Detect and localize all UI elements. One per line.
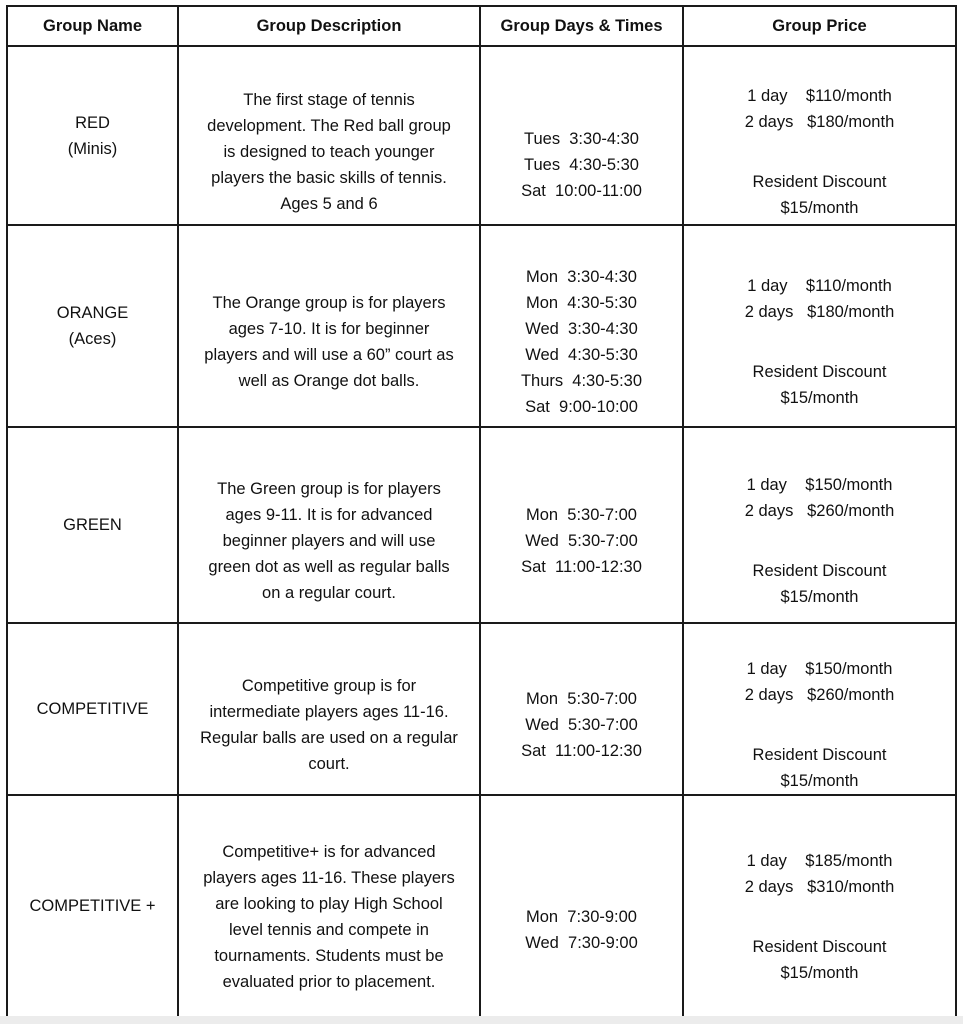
resident-discount-line: $15/month (780, 389, 859, 407)
price-line: 1 day $110/month (747, 86, 892, 105)
price-spacer (690, 135, 949, 169)
resident-discount-line: $15/month (780, 964, 859, 982)
schedule-line: Tues 4:30-5:30 (524, 155, 639, 174)
group-description-cell (178, 225, 480, 427)
group-days-times-cell (480, 795, 683, 1017)
group-pricing-table (6, 5, 957, 1018)
description-line: intermediate players ages 11-16. (209, 703, 449, 721)
schedule-line: Wed 4:30-5:30 (525, 346, 638, 364)
schedule-line: Sat 10:00-11:00 (521, 181, 642, 200)
schedule-line: Sat 11:00-12:30 (521, 742, 642, 760)
description-line: ages 7-10. It is for beginner (228, 320, 430, 338)
group-description-cell (178, 623, 480, 795)
price-spacer (690, 708, 949, 742)
table-row (7, 225, 956, 427)
table-row (7, 427, 956, 623)
resident-discount-line: $15/month (780, 198, 859, 217)
schedule-line: Mon 7:30-9:00 (526, 908, 637, 926)
description-line: Competitive+ is for advanced (222, 843, 436, 861)
description-line: players and will use a 60” court as (204, 346, 454, 364)
group-name-cell (7, 623, 178, 795)
description-line: are looking to play High School (215, 895, 443, 913)
price-line: 2 days $310/month (744, 878, 895, 896)
group-name-line: GREEN (63, 516, 122, 534)
description-line: well as Orange dot balls. (238, 372, 420, 390)
description-line: court. (308, 755, 350, 773)
description-line: on a regular court. (262, 584, 396, 602)
group-price-cell (683, 46, 956, 225)
price-line: 2 days $260/month (744, 502, 895, 520)
resident-discount-line: Resident Discount (752, 938, 887, 956)
description-line: The Orange group is for players (212, 294, 446, 312)
description-line: evaluated prior to placement. (222, 973, 436, 991)
group-name-cell (7, 46, 178, 225)
price-line: 2 days $180/month (744, 303, 895, 321)
price-spacer (690, 524, 949, 558)
group-days-times-cell (480, 46, 683, 225)
schedule-line: Thurs 4:30-5:30 (520, 372, 643, 390)
resident-discount-line: Resident Discount (752, 746, 887, 764)
group-days-times-cell (480, 427, 683, 623)
header-group-price: Group Price (683, 6, 956, 46)
price-line: 1 day $110/month (747, 277, 892, 295)
description-line: Regular balls are used on a regular (200, 729, 458, 747)
price-spacer (690, 900, 949, 934)
price-spacer (690, 325, 949, 359)
price-line: 2 days $180/month (744, 112, 895, 131)
schedule-line: Mon 5:30-7:00 (526, 690, 637, 708)
description-line: Ages 5 and 6 (280, 194, 378, 213)
table-row (7, 795, 956, 1017)
description-line: level tennis and compete in (229, 921, 429, 939)
price-line: 1 day $150/month (746, 476, 893, 494)
price-line: 1 day $150/month (746, 660, 893, 678)
table-body (7, 46, 956, 1017)
schedule-line: Wed 7:30-9:00 (525, 934, 638, 952)
group-name-line: COMPETITIVE (36, 700, 149, 718)
description-line: Competitive group is for (241, 677, 417, 695)
table-row (7, 623, 956, 795)
schedule-line: Wed 5:30-7:00 (525, 532, 638, 550)
schedule-line: Sat 9:00-10:00 (525, 398, 638, 416)
header-row (7, 6, 956, 46)
group-days-times-cell (480, 623, 683, 795)
group-name-line: (Minis) (67, 139, 118, 158)
schedule-line: Mon 5:30-7:00 (526, 506, 637, 524)
description-line: beginner players and will use (222, 532, 436, 550)
schedule-line: Sat 11:00-12:30 (521, 558, 642, 576)
group-price-cell (683, 427, 956, 623)
group-price-cell (683, 225, 956, 427)
header-group-description: Group Description (178, 6, 480, 46)
group-name-line: ORANGE (56, 304, 129, 322)
group-price-cell (683, 623, 956, 795)
group-name-cell (7, 795, 178, 1017)
description-line: The Green group is for players (217, 480, 441, 498)
resident-discount-line: $15/month (780, 588, 859, 606)
group-price-cell (683, 795, 956, 1017)
header-group-days-times: Group Days & Times (480, 6, 683, 46)
group-name-line: (Aces) (68, 330, 117, 348)
group-name-line: RED (75, 113, 110, 132)
group-description-cell (178, 427, 480, 623)
resident-discount-line: Resident Discount (752, 562, 887, 580)
description-line: players ages 11-16. These players (203, 869, 455, 887)
group-name-line: COMPETITIVE + (29, 897, 156, 915)
group-description-cell (178, 795, 480, 1017)
resident-discount-line: $15/month (780, 772, 859, 790)
description-line: ages 9-11. It is for advanced (225, 506, 433, 524)
schedule-line: Mon 3:30-4:30 (526, 268, 637, 286)
price-line: 2 days $260/month (744, 686, 895, 704)
table-row (7, 46, 956, 225)
price-line: 1 day $185/month (746, 852, 893, 870)
description-line: players the basic skills of tennis. (211, 168, 447, 187)
description-line: tournaments. Students must be (214, 947, 444, 965)
group-name-cell (7, 225, 178, 427)
description-line: The first stage of tennis (243, 90, 415, 109)
schedule-line: Wed 3:30-4:30 (525, 320, 638, 338)
group-days-times-cell (480, 225, 683, 427)
resident-discount-line: Resident Discount (752, 363, 887, 381)
description-line: development. The Red ball group (207, 116, 451, 135)
group-name-cell (7, 427, 178, 623)
header-group-name: Group Name (7, 6, 178, 46)
description-line: green dot as well as regular balls (208, 558, 450, 576)
description-line: is designed to teach younger (223, 142, 435, 161)
schedule-line: Mon 4:30-5:30 (526, 294, 637, 312)
window-bottom-edge (0, 1016, 963, 1024)
group-description-cell (178, 46, 480, 225)
schedule-line: Wed 5:30-7:00 (525, 716, 638, 734)
schedule-line: Tues 3:30-4:30 (524, 129, 639, 148)
resident-discount-line: Resident Discount (752, 172, 887, 191)
